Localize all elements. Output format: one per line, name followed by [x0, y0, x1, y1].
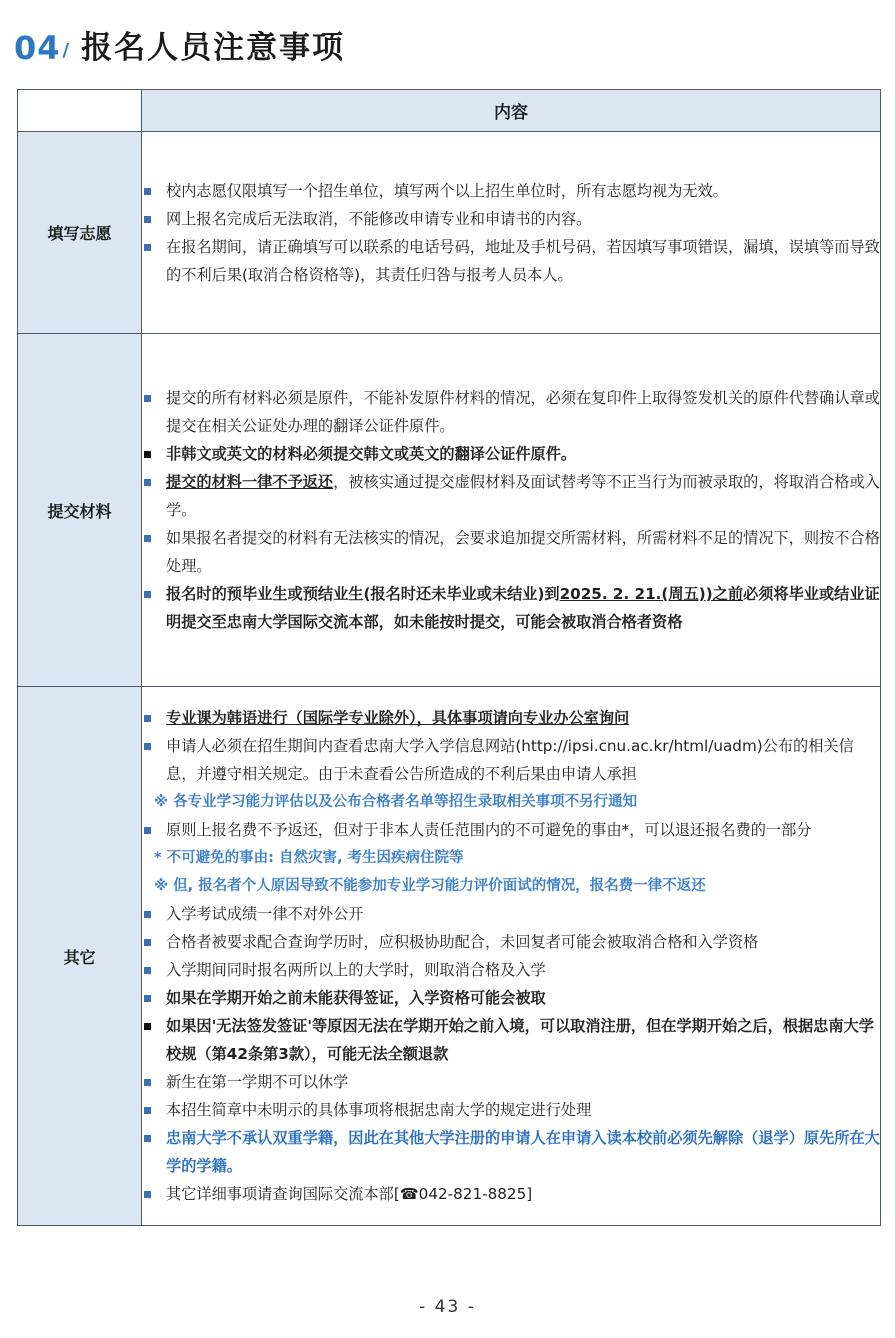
row-label-application: 填写志愿: [18, 132, 142, 334]
list-item: 忠南大学不承认双重学籍，因此在其他大学注册的申请人在申请入读本校前必须先解除（退学）原先所在大学的学籍。: [142, 1124, 880, 1180]
list-item: [142, 580, 880, 636]
page-number: - 43 -: [419, 1297, 476, 1317]
notice-table: [17, 89, 881, 1226]
list-item-text: 必须将毕业或结业证明提交至忠南大学国际交流本部，如未能按时提交，可能会被取消合格者资格: [166, 585, 880, 631]
section-title: 报名人员注意事项: [81, 30, 346, 66]
deadline-date: 2025. 2. 21.(周五))之前: [559, 585, 744, 603]
row-content-materials: [142, 334, 881, 687]
note-item: ※ 但, 报名者个人原因导致不能参加专业学习能力评价面试的情况，报名费一律不返还: [154, 878, 706, 894]
row-content-other: [142, 687, 881, 1226]
list-item: 在报名期间，请正确填写可以联系的电话号码，地址及手机号码，若因填写事项错误，漏填，误填等而导致的不利后果(取消合格资格等)，其责任归咎与报考人员本人。: [142, 233, 880, 289]
list-item: 如果报名者提交的材料有无法核实的情况，会要求追加提交所需材料，所需材料不足的情况下，则按不合格处理。: [142, 524, 880, 580]
row-label-other: 其它: [18, 687, 142, 1226]
list-item: 非韩文或英文的材料必须提交韩文或英文的翻译公证件原件。: [142, 440, 880, 468]
table-header-content: 内容: [142, 90, 881, 132]
list-item: [142, 468, 880, 524]
list-item: 其它详细事项请查询国际交流本部[☎042-821-8825]: [142, 1180, 880, 1208]
table-header-blank: [18, 90, 142, 132]
list-item: 原则上报名费不予返还，但对于非本人责任范围内的不可避免的事由*，可以退还报名费的一部分: [142, 816, 880, 844]
list-item: 专业课为韩语进行（国际学专业除外），具体事项请向专业办公室询问: [142, 704, 880, 732]
list-item-text: 报名时的预毕业生或预结业生(报名时还未毕业或未结业)到: [166, 585, 560, 603]
table-row: [18, 687, 881, 1226]
section-header: [14, 22, 345, 67]
list-item: 入学考试成绩一律不对外公开: [142, 900, 880, 928]
note-item: * 不可避免的事由: 自然灾害, 考生因疾病住院等: [154, 850, 464, 866]
list-item: 网上报名完成后无法取消，不能修改申请专业和申请书的内容。: [142, 205, 880, 233]
table-header-row: [18, 90, 881, 132]
section-number: 04: [14, 29, 61, 67]
list-item-text: ，被核实通过提交虚假材料及面试替考等不正当行为而被录取的，将取消合格或入学。: [166, 473, 880, 519]
row-content-application: [142, 132, 881, 334]
list-item: 校内志愿仅限填写一个招生单位，填写两个以上招生单位时，所有志愿均视为无效。: [142, 177, 880, 205]
list-item: 申请人必须在招生期间内查看忠南大学入学信息网站(http://ipsi.cnu.ac.kr/html/uadm)公布的相关信息，并遵守相关规定。由于未查看公告所造成的不利后果由申请人承担: [142, 732, 880, 788]
list-item: 如果因'无法签发签证'等原因无法在学期开始之前入境，可以取消注册，但在学期开始之后，根据忠南大学校规（第42条第3款），可能无法全额退款: [142, 1012, 880, 1068]
table-row: [18, 334, 881, 687]
list-item: 如果在学期开始之前未能获得签证，入学资格可能会被取: [142, 984, 880, 1012]
list-item: 新生在第一学期不可以休学: [142, 1068, 880, 1096]
note-item: ※ 各专业学习能力评估以及公布合格者名单等招生录取相关事项不另行通知: [154, 794, 638, 810]
row-label-materials: 提交材料: [18, 334, 142, 687]
list-item: 合格者被要求配合查询学历时，应积极协助配合，未回复者可能会被取消合格和入学资格: [142, 928, 880, 956]
section-slash: /: [62, 40, 70, 61]
list-item: 入学期间同时报名两所以上的大学时，则取消合格及入学: [142, 956, 880, 984]
table-row: [18, 132, 881, 334]
list-item: 提交的所有材料必须是原件，不能补发原件材料的情况，必须在复印件上取得签发机关的原件代替确认章或提交在相关公证处办理的翻译公证件原件。: [142, 384, 880, 440]
list-item: 本招生简章中未明示的具体事项将根据忠南大学的规定进行处理: [142, 1096, 880, 1124]
no-return-notice: 提交的材料一律不予返还: [166, 473, 334, 491]
